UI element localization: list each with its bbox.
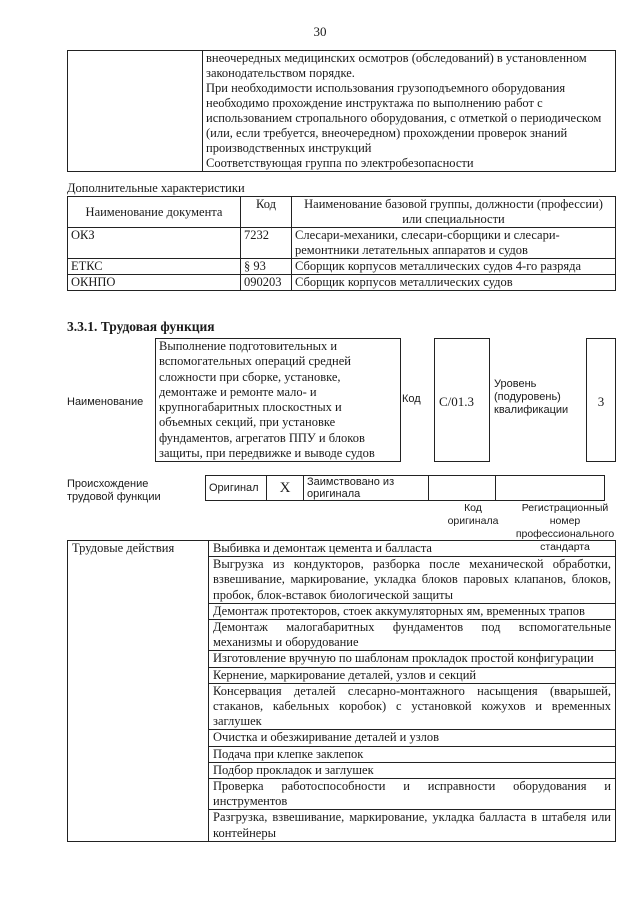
group-cell: Слесари-механики, слесари-сборщики и слесари-ремонтники летательных аппаратов и судов [292, 228, 616, 259]
action-item: Демонтаж протекторов, стоек аккумуляторных ям, временных трапов [209, 603, 616, 619]
code-cell: 090203 [241, 275, 292, 291]
function-name-box: Выполнение подготовительных и вспомогательных операций средней сложности при сборке, установке, демонтаже и ремонте мало- и крупногабаритных плоскостных и объемных секций, при установке фундаментов, агрегатов ППУ и блоков защиты, при передвижке и выводе судов [155, 338, 401, 462]
action-item: Изготовление вручную по шаблонам прокладок простой конфигурации [209, 651, 616, 667]
requirement-line: законодательством порядке. [206, 66, 355, 80]
requirement-line: внеочередных медицинских осмотров (обследований) в установленном [206, 51, 587, 65]
original-code-cell [429, 476, 496, 501]
header-group: Наименование базовой группы, должности (профессии) или специальности [292, 197, 616, 228]
code-cell: § 93 [241, 259, 292, 275]
action-item: Разгрузка, взвешивание, маркирование, укладка балласта в штабеля или контейнеры [209, 810, 616, 841]
action-item: Подача при клепке заклепок [209, 746, 616, 762]
header-document: Наименование документа [68, 197, 241, 228]
code-cell: 7232 [241, 228, 292, 259]
requirements-text-cell [203, 51, 616, 172]
section-title: 3.3.1. Трудовая функция [67, 319, 215, 334]
borrowed-label: Заимствовано из оригинала [304, 476, 429, 501]
original-label: Оригинал [206, 476, 267, 501]
additional-characteristics-title: Дополнительные характеристики [67, 181, 245, 195]
table-row [68, 259, 616, 275]
requirements-table [67, 50, 616, 172]
action-item: Выбивка и демонтаж цемента и балласта [209, 541, 616, 557]
requirement-line: (или, если требуется, внеочередном) прохождении проверок знаний [206, 126, 568, 140]
labor-actions-table [67, 540, 616, 842]
requirements-label-cell [68, 51, 203, 172]
registration-number-caption: Регистрационный номер профессионального стандарта [515, 502, 615, 553]
name-label: Наименование [67, 396, 144, 408]
function-code-box: C/01.3 [434, 338, 490, 462]
doc-cell: ОКЗ [68, 228, 241, 259]
requirement-line: При необходимости использования грузоподъемного оборудования [206, 81, 566, 95]
requirement-line: использованием стропального оборудования, с отметкой о периодическом [206, 111, 602, 125]
additional-characteristics-table [67, 196, 616, 291]
page-number: 30 [313, 24, 327, 39]
requirement-line: Соответствующая группа по электробезопасности [206, 156, 474, 170]
group-cell: Сборщик корпусов металлических судов 4-го разряда [292, 259, 616, 275]
action-item: Кернение, маркирование деталей, узлов и секций [209, 667, 616, 683]
qualification-level-box: 3 [586, 338, 616, 462]
table-row [68, 275, 616, 291]
group-cell: Сборщик корпусов металлических судов [292, 275, 616, 291]
doc-cell: ОКНПО [68, 275, 241, 291]
action-item: Консервация деталей слесарно-монтажного насыщения (вварышей, стаканов, кабельных коробок) с установкой кожухов и временных заглушек [209, 683, 616, 730]
action-item: Проверка работоспособности и исправности оборудования и инструментов [209, 779, 616, 810]
table-row [68, 228, 616, 259]
doc-cell: ЕТКС [68, 259, 241, 275]
code-original-caption: Код оригинала [447, 502, 499, 527]
table-header-row [68, 197, 616, 228]
requirement-line: производственных инструкций [206, 141, 372, 155]
labor-actions-header: Трудовые действия [68, 541, 209, 842]
origin-table [205, 475, 605, 501]
qualification-level-label [494, 378, 568, 417]
table-row [68, 541, 616, 557]
origin-label: Происхождение трудовой функции [67, 478, 161, 503]
action-item: Выгрузка из кондукторов, разборка после механической обработки, взвешивание, маркирование, укладка блоков паровых клапанов, блоков, пробок, блок-вставок биологической защиты [209, 557, 616, 604]
action-item: Очистка и обезжиривание деталей и узлов [209, 730, 616, 746]
header-code: Код [241, 197, 292, 228]
requirement-line: необходимо прохождение инструктажа по выполнению работ с [206, 96, 543, 110]
code-label: Код [402, 393, 421, 405]
registration-number-cell [496, 476, 605, 501]
action-item: Подбор прокладок и заглушек [209, 762, 616, 778]
qualification-level-label-text: Уровень (подуровень) квалификации [494, 378, 569, 416]
original-mark: X [267, 476, 304, 501]
action-item: Демонтаж малогабаритных фундаментов под вспомогательные механизмы и оборудование [209, 620, 616, 651]
